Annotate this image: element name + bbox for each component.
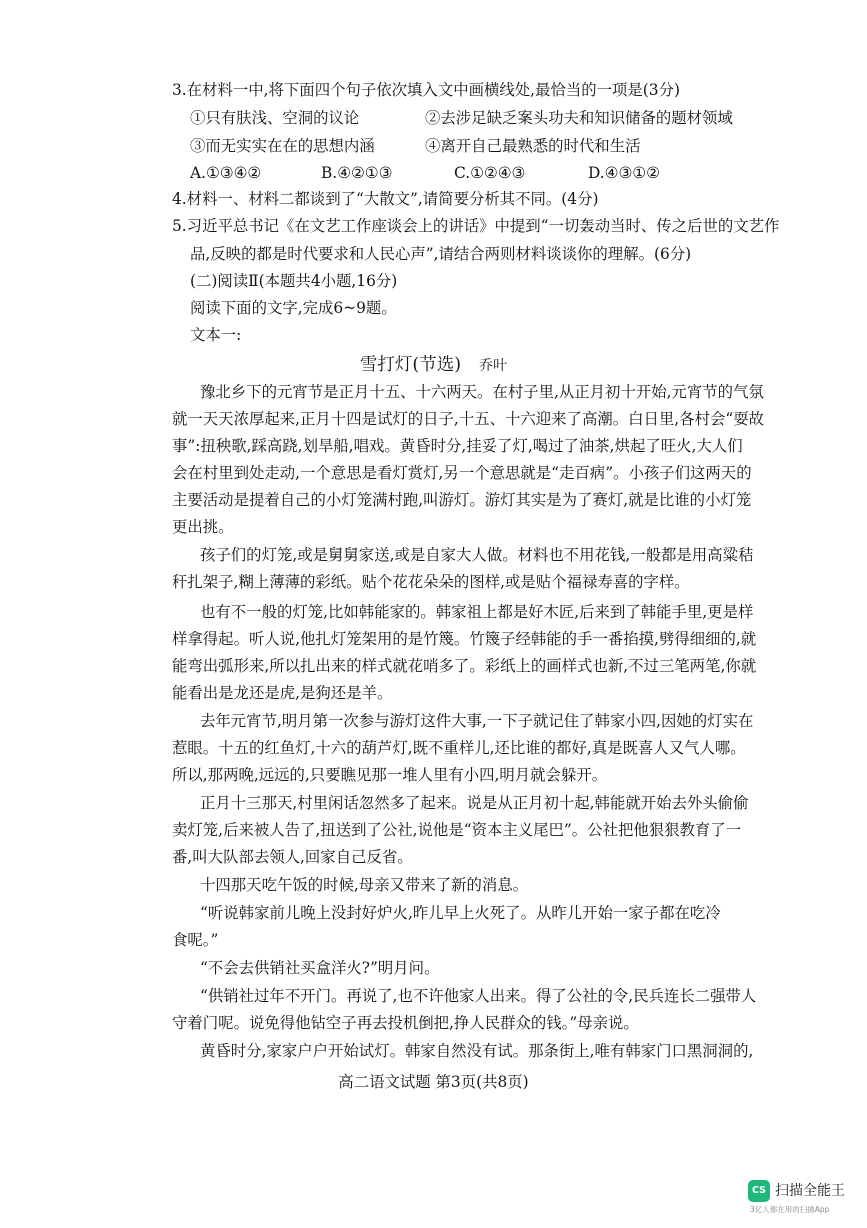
question-5-line-2: 品,反映的都是时代要求和人民心声”,请结合两则材料谈谈你的理解。(6分) [190,245,692,263]
watermark-brand-name: 扫描全能王 [775,1183,845,1199]
paragraph-line: 惹眼。十五的红鱼灯,十六的葫芦灯,既不重样儿,还比谁的都好,真是既喜人又气人哪。 [172,739,746,757]
paragraph-line: 黄昏时分,家家户户开始试灯。韩家自然没有试。那条街上,唯有韩家门口黑洞洞的, [200,1042,754,1060]
option-b: B.④②①③ [321,164,393,182]
paragraph-line: 守着门呢。说免得他钻空子再去投机倒把,挣人民群众的钱。”母亲说。 [172,1014,639,1032]
page-footer: 高二语文试题 第3页(共8页) [338,1073,529,1091]
scanner-watermark [748,1178,860,1218]
paragraph-line: 卖灯笼,后来被人告了,扭送到了公社,说他是“资本主义尾巴”。公社把他狠狠教育了一 [172,821,742,839]
paragraph-line: “供销社过年不开门。再说了,也不许他家人出来。得了公社的令,民兵连长二强带人 [200,987,757,1005]
cs-logo-icon: CS [748,1180,770,1202]
article-title [0,353,867,378]
paragraph-line: 事”:扭秧歌,踩高跷,划旱船,唱戏。黄昏时分,挂妥了灯,喝过了油茶,烘起了旺火,大人们 [172,437,743,455]
paragraph-line: 去年元宵节,明月第一次参与游灯这件大事,一下子就记住了韩家小四,因她的灯实在 [200,712,754,730]
option-a: A.①③④② [190,164,262,182]
paragraph-line: 正月十三那天,村里闲话忽然多了起来。说是从正月初十起,韩能就开始去外头偷偷 [200,794,749,812]
question-4: 4.材料一、材料二都谈到了“大散文”,请简要分析其不同。(4分) [172,190,599,208]
paragraph-line: 主要活动是提着自己的小灯笼满村跑,叫游灯。游灯其实是为了赛灯,就是比谁的小灯笼 [172,491,752,509]
paragraph-line: 也有不一般的灯笼,比如韩能家的。韩家祖上都是好木匠,后来到了韩能手里,更是样 [200,603,754,621]
sentence-4: ④离开自己最熟悉的时代和生活 [425,137,641,155]
question-3: 3.在材料一中,将下面四个句子依次填入文中画横线处,最恰当的一项是(3分) [172,81,680,99]
paragraph-line: 十四那天吃午饭的时候,母亲又带来了新的消息。 [200,876,529,894]
paragraph-line: “不会去供销社买盒洋火?”明月问。 [200,959,440,977]
paragraph-line: 食呢。” [172,931,219,949]
paragraph-line: 番,叫大队部去领人,回家自己反省。 [172,848,413,866]
sentence-2: ②去涉足缺乏案头功夫和知识储备的题材领域 [425,109,733,127]
paragraph-line: 更出挑。 [172,518,234,536]
paragraph-line: 样拿得起。听人说,他扎灯笼架用的是竹篾。竹篾子经韩能的手一番掐摸,劈得细细的,就 [172,630,757,648]
reading-instruction: 阅读下面的文字,完成6~9题。 [190,299,397,317]
paragraph-line: 能看出是龙还是虎,是狗还是羊。 [172,684,393,702]
paragraph-line: “听说韩家前儿晚上没封好炉火,昨儿早上火死了。从昨儿开始一家子都在吃冷 [200,904,721,922]
article-author: 乔叶 [479,358,508,374]
sentence-3: ③而无实实在在的思想内涵 [190,137,375,155]
text-label: 文本一: [190,326,242,344]
paragraph-line: 能弯出弧形来,所以扎出来的样式就花哨多了。彩纸上的画样式也新,不过三笔两笔,你就 [172,657,757,675]
paragraph-line: 会在村里到处走动,一个意思是看灯赏灯,另一个意思就是“走百病”。小孩子们这两天的 [172,464,752,482]
question-5-line-1: 5.习近平总书记《在文艺工作座谈会上的讲话》中提到“一切轰动当时、传之后世的文艺作 [172,217,780,235]
watermark-tagline: 3亿人都在用的扫描App [750,1205,830,1214]
article-title-text: 雪打灯(节选) [359,355,462,375]
option-c: C.①②④③ [454,164,526,182]
paragraph-line: 孩子们的灯笼,或是舅舅家送,或是自家大人做。材料也不用花钱,一般都是用高粱秸 [200,546,754,564]
section-heading: (二)阅读Ⅱ(本题共4小题,16分) [190,272,398,290]
paragraph-line: 豫北乡下的元宵节是正月十五、十六两天。在村子里,从正月初十开始,元宵节的气氛 [200,383,764,401]
paragraph-line: 所以,那两晚,远远的,只要瞧见那一堆人里有小四,明月就会躲开。 [172,766,608,784]
paragraph-line: 就一天天浓厚起来,正月十四是试灯的日子,十五、十六迎来了高潮。白日里,各村会“耍故 [172,410,764,428]
option-d: D.④③①② [588,164,660,182]
paragraph-line: 秆扎架子,糊上薄薄的彩纸。贴个花花朵朵的图样,或是贴个福禄寿喜的字样。 [172,573,690,591]
sentence-1: ①只有肤浅、空洞的议论 [190,109,360,127]
